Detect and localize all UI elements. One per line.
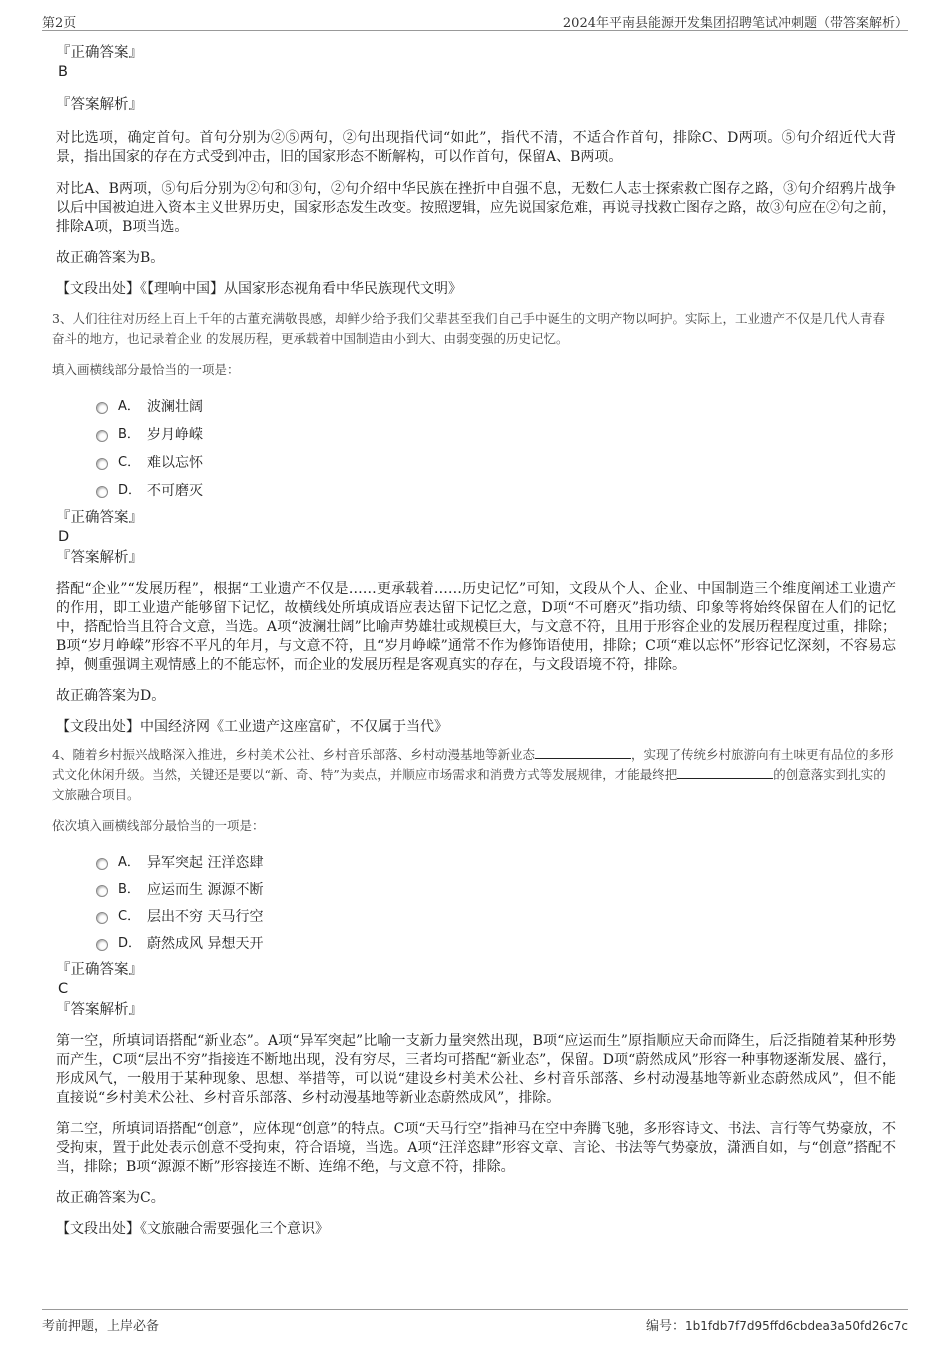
- q4-instruction: 依次填入画横线部分最恰当的一项是：: [52, 818, 265, 833]
- footer-slogan: 考前押题，上岸必备: [42, 1319, 160, 1334]
- q3-option-a[interactable]: [56, 393, 896, 421]
- document-id-value: 1b1fdb7f7d95ffd6cbdea3a50fd26c7c: [684, 1319, 908, 1333]
- correct-answer-label: 『正确答案』: [56, 962, 143, 978]
- q4-options: [56, 849, 896, 957]
- q2-source: 【文段出处】《【理响中国】从国家形态视角看中华民族现代文明》: [56, 281, 462, 297]
- q3-analysis: 搭配“企业”“发展历程”，根据“工业遗产不仅是……更承载着……历史记忆”可知，文段从个人、企业、中国制造三个维度阐述工业遗产的作用，即工业遗产能够留下记忆，故横线处所填成语应表达留下记忆之意，D项“不可磨灭”指功绩、印象等将始终保留在人们的记忆中，搭配恰当且符合文意，当选。A项“波澜壮阔”比喻声势雄壮或规模巨大，与文意不符，且用于形容企业的发展历程程度过重，排除；B项“岁月峥嵘”形容不平凡的年月，与文意不符，且“岁月峥嵘”通常不作为修饰语使用，排除；C项“难以忘怀”形容记忆深刻，不容易忘掉，侧重强调主观情感上的不能忘怀，而企业的发展历程是客观真实的存在，与文段语境不符，排除。: [56, 581, 896, 673]
- option-text: 异军突起 汪洋恣肆: [147, 855, 264, 871]
- correct-answer-label: 『正确答案』: [56, 510, 143, 526]
- option-text: 蔚然成风 异想天开: [147, 936, 264, 952]
- radio-icon[interactable]: [96, 885, 108, 897]
- q4-stem-part1: 4、随着乡村振兴战略深入推进，乡村美术公社、乡村音乐部落、乡村动漫基地等新业态: [52, 747, 535, 762]
- q4-stem-part3: 的创意落实到扎实的文旅融合项目。: [52, 767, 886, 802]
- q2-analysis-p2: 对比A、B两项，⑤句后分别为②句和③句，②句介绍中华民族在挫折中自强不息，无数仁人志士探索救亡图存之路，③句介绍鸦片战争以后中国被迫进入资本主义世界历史，国家形态发生改变。按照逻辑，应先说国家危难，再说寻找救亡图存之路，故③句应在②句之前，排除A项，B项当选。: [56, 181, 896, 235]
- q3-stem: 3、人们往往对历经上百上千年的古董充满敬畏感，却鲜少给予我们父辈甚至我们自己手中诞生的文明产物以呵护。实际上，工业遗产不仅是几代人青春奋斗的地方，也记录着企业 的发展历程，更承载着中国制造由小到大、由弱变强的历史记忆。: [52, 311, 885, 346]
- q3-option-d[interactable]: [56, 477, 896, 505]
- page-content: [52, 44, 896, 1239]
- correct-answer-label: 『正确答案』: [56, 45, 143, 61]
- option-letter: C．: [118, 455, 141, 470]
- q2-analysis-p1: 对比选项，确定首句。首句分别为②⑤两句，②句出现指代词“如此”，指代不清，不适合作首句，排除C、D两项。⑤句介绍近代大背景，指出国家的存在方式受到冲击，旧的国家形态不断解构，可以作首句，保留A、B两项。: [56, 130, 896, 165]
- radio-icon[interactable]: [96, 486, 108, 498]
- option-text: 不可磨灭: [147, 483, 203, 499]
- blank-line: [677, 766, 773, 779]
- q3-option-b[interactable]: [56, 421, 896, 449]
- blank-line: [535, 746, 631, 759]
- q3-answer: D: [58, 529, 70, 545]
- option-letter: B．: [118, 427, 140, 442]
- option-text: 层出不穷 天马行空: [147, 909, 264, 925]
- option-text: 岁月峥嵘: [147, 427, 203, 443]
- option-letter: A．: [118, 399, 140, 414]
- page-number: 第2页: [42, 16, 77, 31]
- document-title: 2024年平南县能源开发集团招聘笔试冲刺题（带答案解析）: [562, 16, 908, 31]
- q3-options: [56, 393, 896, 505]
- option-letter: D．: [118, 936, 142, 951]
- option-text: 难以忘怀: [147, 455, 203, 471]
- q4-analysis-p2: 第二空，所填词语搭配“创意”，应体现“创意”的特点。C项“天马行空”指神马在空中奔腾飞驰，多形容诗文、书法、言行等气势豪放，不受拘束，置于此处表示创意不受拘束，符合语境，当选。A项“汪洋恣肆”形容文章、言论、书法等气势豪放，潇洒自如，与“创意”搭配不当，排除；B项“源源不断”形容接连不断、连绵不绝，与文意不符，排除。: [56, 1121, 896, 1175]
- option-letter: A．: [118, 855, 140, 870]
- q4-answer: C: [58, 981, 69, 997]
- radio-icon[interactable]: [96, 858, 108, 870]
- radio-icon[interactable]: [96, 402, 108, 414]
- analysis-label: 『答案解析』: [56, 1002, 143, 1018]
- analysis-label: 『答案解析』: [56, 97, 143, 113]
- q4-stem-part2: ，实现了传统乡村旅游向有土味更有品位的多形式文化休闲升级。当然，关键还是要以“新、奇、特”为卖点，并顺应市场需求和消费方式等发展规律，才能最终把: [52, 747, 894, 782]
- document-id-label: 编号：: [645, 1319, 685, 1334]
- option-text: 波澜壮阔: [147, 399, 203, 415]
- radio-icon[interactable]: [96, 430, 108, 442]
- option-letter: D．: [118, 483, 142, 498]
- q3-source: 【文段出处】中国经济网《工业遗产这座富矿，不仅属于当代》: [56, 719, 448, 735]
- q4-option-b[interactable]: [56, 876, 896, 903]
- q4-option-c[interactable]: [56, 903, 896, 930]
- analysis-label: 『答案解析』: [56, 550, 143, 566]
- q3-instruction: 填入画横线部分最恰当的一项是：: [52, 362, 240, 377]
- q4-stem: [52, 745, 896, 805]
- option-letter: C．: [118, 909, 141, 924]
- q3-conclusion: 故正确答案为D。: [56, 688, 166, 704]
- q4-option-a[interactable]: [56, 849, 896, 876]
- q2-conclusion: 故正确答案为B。: [56, 250, 165, 266]
- radio-icon[interactable]: [96, 458, 108, 470]
- page-footer: [42, 1309, 908, 1340]
- page-header: [42, 10, 908, 31]
- radio-icon[interactable]: [96, 912, 108, 924]
- option-text: 应运而生 源源不断: [147, 882, 264, 898]
- q4-option-d[interactable]: [56, 930, 896, 957]
- q2-answer: B: [58, 64, 68, 80]
- q4-analysis-p1: 第一空，所填词语搭配“新业态”。A项“异军突起”比喻一支新力量突然出现，B项“应运而生”原指顺应天命而降生，后泛指随着某种形势而产生，C项“层出不穷”指接连不断地出现，没有穷尽，三者均可搭配“新业态”，保留。D项“蔚然成风”形容一种事物逐渐发展、盛行，形成风气，一般用于某种现象、思想、举措等，可以说“建设乡村美术公社、乡村音乐部落、乡村动漫基地等新业态蔚然成风”，但不能直接说“乡村美术公社、乡村音乐部落、乡村动漫基地等新业态蔚然成风”，排除。: [56, 1033, 896, 1106]
- q4-conclusion: 故正确答案为C。: [56, 1190, 165, 1206]
- q3-option-c[interactable]: [56, 449, 896, 477]
- document-id: [646, 1315, 908, 1334]
- q4-source: 【文段出处】《文旅融合需要强化三个意识》: [56, 1221, 329, 1237]
- option-letter: B．: [118, 882, 140, 897]
- radio-icon[interactable]: [96, 939, 108, 951]
